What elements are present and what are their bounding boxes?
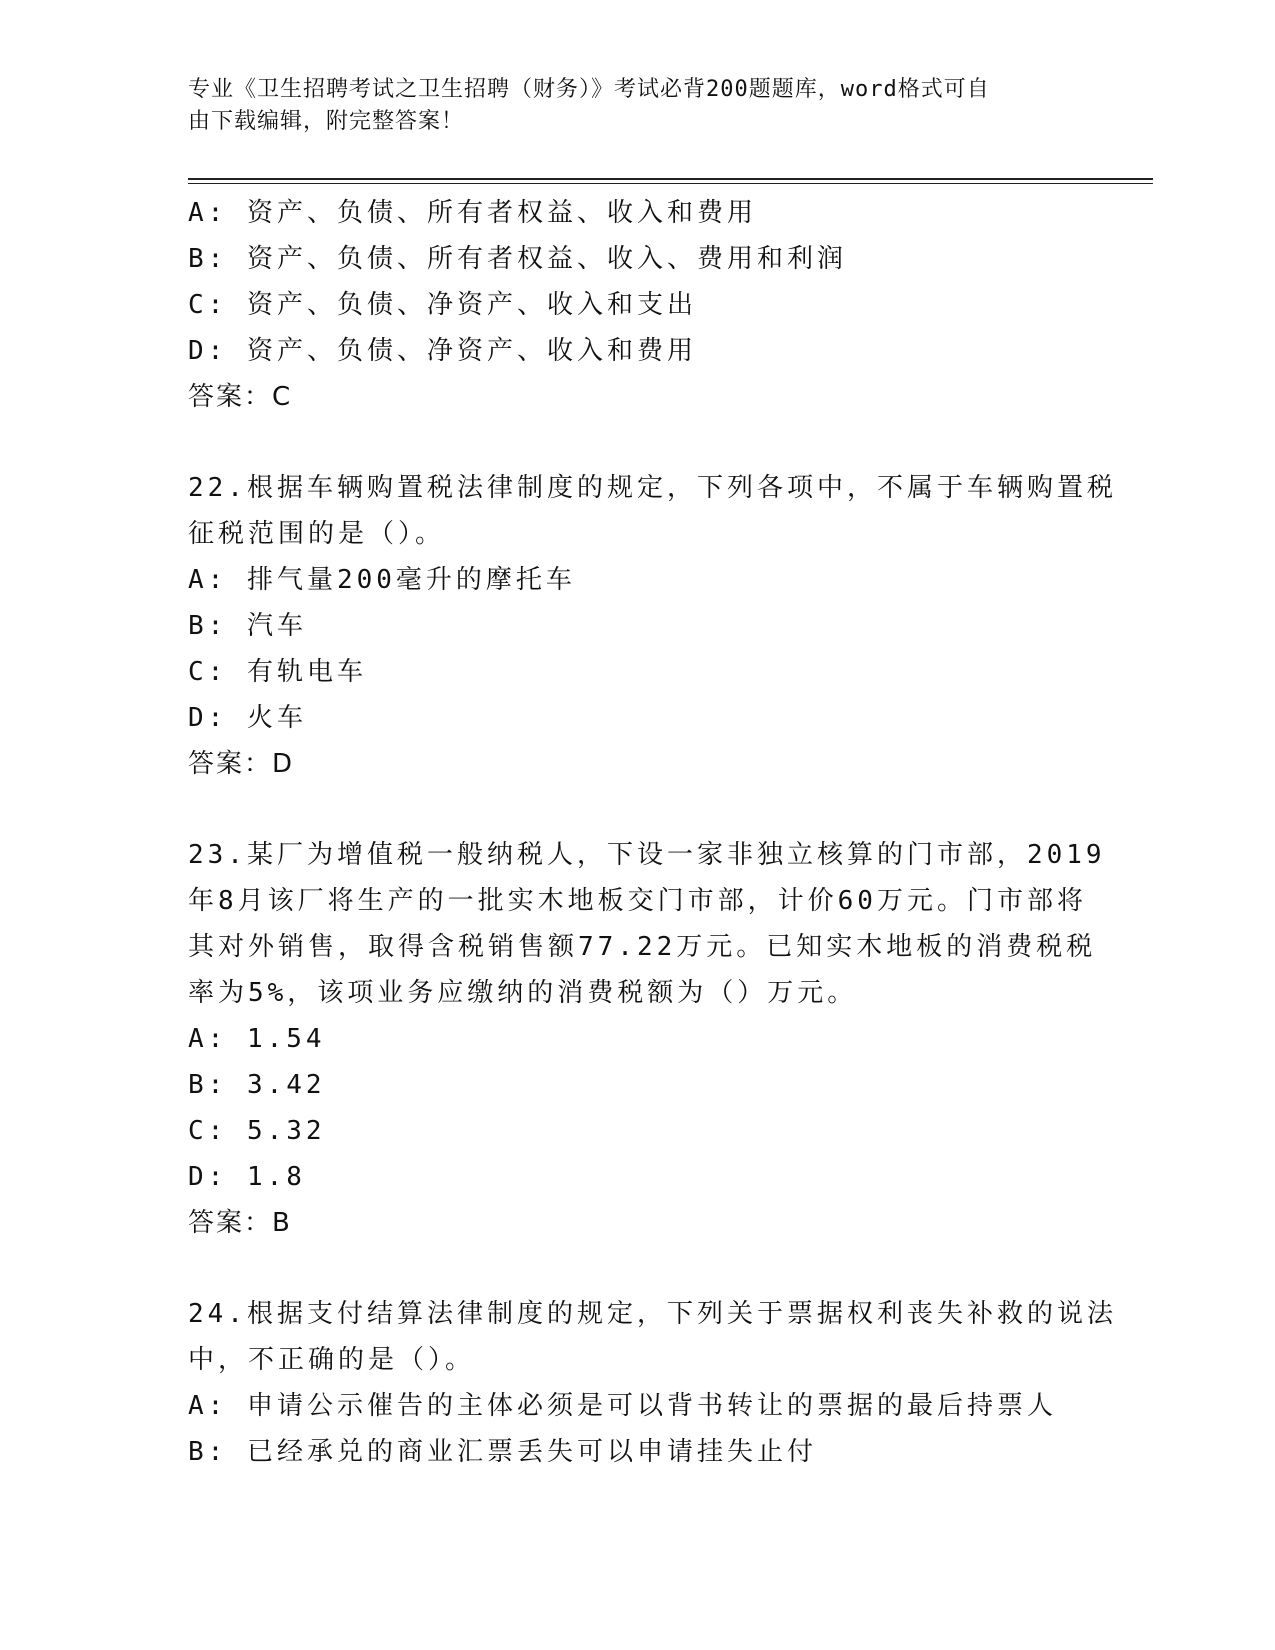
question-stem-line: 其对外销售，取得含税销售额77.22万元。已知实木地板的消费税税 xyxy=(188,932,1097,962)
answer-line: 答案：B xyxy=(188,1208,292,1238)
spacer xyxy=(188,787,1078,832)
header-divider-thin xyxy=(188,183,1153,184)
option-c: C: 5.32 xyxy=(188,1116,326,1146)
header-line-2: 由下载编辑，附完整答案！ xyxy=(188,109,465,134)
question-stem-line: 23.某厂为增值税一般纳税人，下设一家非独立核算的门市部，2019 xyxy=(188,840,1106,870)
option-d: D: 资产、负债、净资产、收入和费用 xyxy=(188,336,697,366)
question-stem-line: 22.根据车辆购置税法律制度的规定，下列各项中，不属于车辆购置税 xyxy=(188,473,1117,503)
question-stem-line: 年8月该厂将生产的一批实木地板交门市部，计价60万元。门市部将 xyxy=(188,886,1087,916)
document-header xyxy=(188,74,1068,138)
option-d: D: 1.8 xyxy=(188,1162,306,1192)
question-block-24 xyxy=(188,1291,1117,1475)
option-a: A: 申请公示催告的主体必须是可以背书转让的票据的最后持票人 xyxy=(188,1391,1057,1421)
option-c: C: 资产、负债、净资产、收入和支出 xyxy=(188,290,697,320)
option-d: D: 火车 xyxy=(188,703,307,733)
question-stem-line: 24.根据支付结算法律制度的规定，下列关于票据权利丧失补救的说法 xyxy=(188,1299,1117,1329)
option-b: B: 汽车 xyxy=(188,611,307,641)
question-content xyxy=(188,190,1117,1475)
question-stem-line: 中，不正确的是（）。 xyxy=(188,1345,476,1375)
header-line-1: 专业《卫生招聘考试之卫生招聘（财务）》考试必背200题题库，word格式可自 xyxy=(188,77,990,102)
question-stem-line: 征税范围的是（）。 xyxy=(188,519,446,549)
option-b: B: 3.42 xyxy=(188,1070,326,1100)
header-divider-thick xyxy=(188,178,1153,180)
option-b: B: 资产、负债、所有者权益、收入、费用和利润 xyxy=(188,244,847,274)
option-a: A: 1.54 xyxy=(188,1024,326,1054)
question-stem-line: 率为5%，该项业务应缴纳的消费税额为（）万元。 xyxy=(188,978,858,1008)
answer-line: 答案：D xyxy=(188,749,295,779)
question-block-23 xyxy=(188,832,1106,1246)
question-block-22 xyxy=(188,465,1117,787)
question-block-21 xyxy=(188,190,1078,420)
option-b: B: 已经承兑的商业汇票丢失可以申请挂失止付 xyxy=(188,1437,817,1467)
option-c: C: 有轨电车 xyxy=(188,657,367,687)
option-a: A: 资产、负债、所有者权益、收入和费用 xyxy=(188,198,757,228)
spacer xyxy=(188,1246,1078,1291)
answer-line: 答案：C xyxy=(188,382,293,412)
option-a: A: 排气量200毫升的摩托车 xyxy=(188,565,576,595)
spacer xyxy=(188,420,1078,465)
